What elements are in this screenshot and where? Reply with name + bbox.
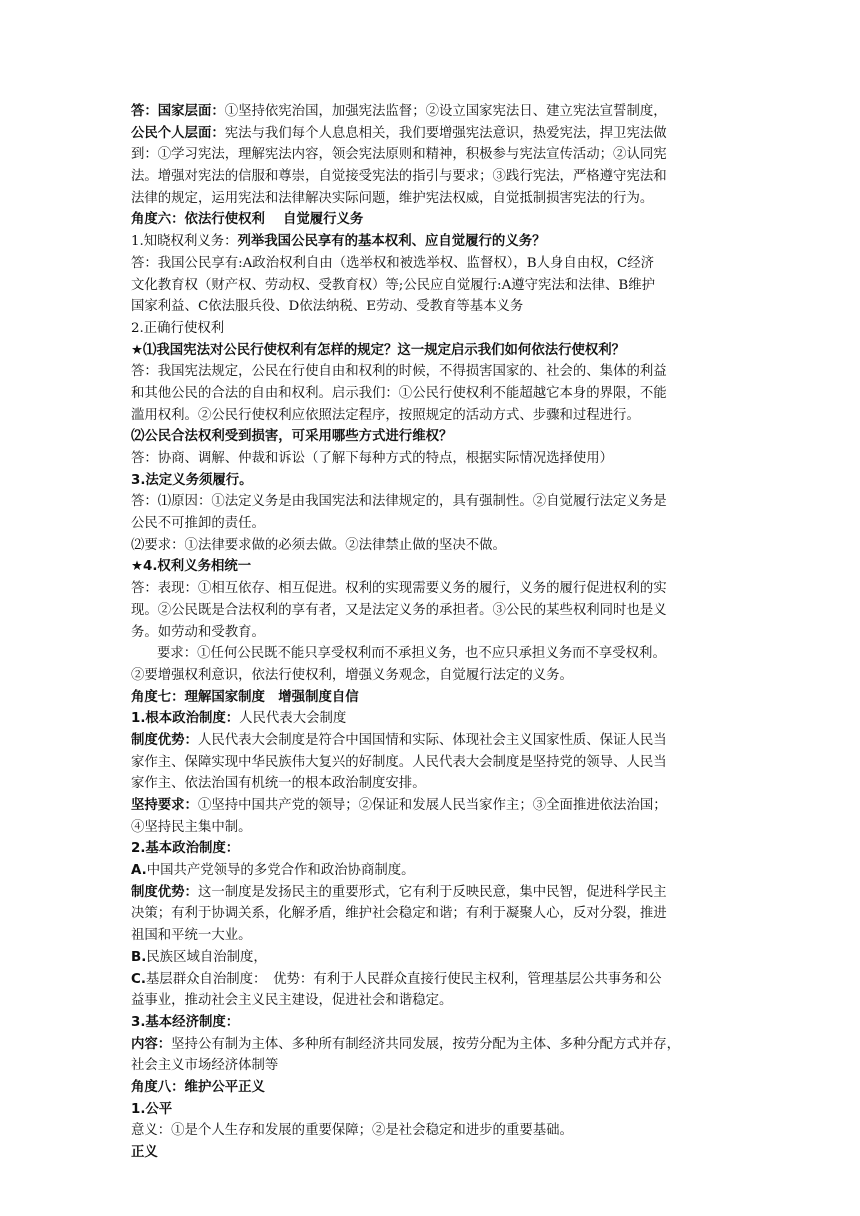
bold-heading: 正义 [131,1145,158,1160]
body-text: 文化教育权（财产权、劳动权、受教育权）等;公民应自觉履行:A遵守宪法和法律、B维护 [131,277,655,293]
text-line [131,578,731,600]
document-page [131,101,731,1164]
body-text: ①坚持中国共产党的领导；②保证和发展人民当家作主；③全面推进依法治国； [197,798,667,813]
bold-heading: ★⑴我国宪法对公民行使权利有怎样的规定？这一规定启示我们如何依法行使权利？ [131,342,626,358]
bold-heading: 2.基本政治制度： [131,841,240,857]
body-text: 答：表现：①相互依存、相互促进。权利的实现需要义务的履行，义务的履行促进权利的实 [131,581,667,597]
body-text: 答：我国宪法规定，公民在行使自由和权利的时候，不得损害国家的、社会的、集体的利益 [131,364,667,380]
body-text: 答：⑴原因：①法定义务是由我国宪法和法律规定的，具有强制性。②自觉履行法定义务是 [131,494,667,510]
body-text: ①坚持依宪治国，加强宪法监督；②设立国家宪法日、建立宪法宣誓制度， [224,104,667,119]
bold-heading: 3.法定义务须履行。 [131,472,253,488]
body-text: 要求：①任何公民既不能只享受权利而不承担义务，也不应只承担义务而不享受权利。 [157,646,666,662]
text-line [131,708,731,730]
text-line [131,275,731,297]
body-text: 国家利益、C依法服兵役、D依法纳税、E劳动、受教育等基本义务 [131,299,524,315]
text-line [131,903,731,925]
body-text: 家作主、保障实现中华民族伟大复兴的好制度。人民代表大会制度是坚持党的领导、人民当 [131,754,667,770]
body-text: 民族区域自治制度， [146,949,267,965]
body-text: 公民不可推卸的责任。 [131,516,265,532]
body-text: 1.知晓权利义务： [131,234,238,250]
text-line [131,838,731,860]
text-line [131,188,731,210]
text-line [131,231,731,253]
text-line [131,600,731,622]
text-line [131,405,731,427]
text-line [131,643,731,665]
bold-heading: 公民个人层面： [131,125,225,141]
text-line [131,687,731,709]
bold-heading: 制度优势： [131,884,198,900]
text-line [131,730,731,752]
text-line [131,947,731,969]
text-line [131,166,731,188]
body-text: 人民代表大会制度是符合中国国情和实际、体现社会主义国家性质、保证人民当 [197,732,667,748]
text-line [131,426,731,448]
text-line [131,296,731,318]
text-line [131,513,731,535]
text-line [131,1142,731,1164]
body-text: 社会主义市场经济体制等 [131,1058,279,1074]
text-line [131,318,731,340]
bold-heading: A. [131,863,147,879]
bold-question: 列举我国公民享有的基本权利、应自觉履行的义务？ [237,234,546,250]
text-line [131,383,731,405]
text-line [131,925,731,947]
bold-heading: ★4.权利义务相统一 [131,559,252,575]
bold-heading: 角度七：理解国家制度 增强制度自信 [131,689,359,705]
bold-heading: 1.公平 [131,1101,173,1117]
text-line [131,1099,731,1121]
body-text: 答：我国公民享有:A政治权利自由（选举权和被选举权、监督权），B人身自由权，C经济 [131,255,655,271]
body-text: 法。增强对宪法的信服和尊崇，自觉接受宪法的指引与要求；③践行宪法，严格遵守宪法和 [131,169,667,185]
text-line [131,969,731,991]
text-line [131,144,731,166]
body-text: 祖国和平统一大业。 [131,928,252,944]
body-text: 答：协商、调解、仲裁和诉讼（了解下每种方式的特点，根据实际情况选择使用） [131,451,614,466]
text-line [131,990,731,1012]
text-line [131,123,731,145]
bold-heading: 角度八：维护公平正义 [131,1079,265,1095]
body-text: 这一制度是发扬民主的重要形式，它有利于反映民意，集中民智，促进科学民主 [197,884,667,900]
bold-heading: 1.根本政治制度： [131,711,240,727]
body-text: 法律的规定，运用宪法和法律解决实际问题，维护宪法权威，自觉抵制损害宪法的行为。 [131,190,654,206]
body-text: 和其他公民的合法的自由和权利。启示我们：①公民行使权利不能超越它本身的界限，不能 [131,385,667,401]
body-text: 滥用权利。②公民行使权利应依照法定程序，按照规定的活动方式、步骤和过程进行。 [131,407,640,423]
bold-heading: ⑵公民合法权利受到损害，可采用哪些方式进行维权？ [131,429,453,445]
text-line [131,795,731,817]
bold-heading: 答：国家层面： [131,104,225,119]
bold-heading: 3.基本经济制度： [131,1014,240,1030]
body-text: 家作主、依法治国有机统一的根本政治制度安排。 [131,776,426,792]
bold-heading: 内容： [131,1036,172,1052]
body-text: 基层群众自治制度： 优势：有利于人民群众直接行使民主权利，管理基层公共事务和公 [145,971,662,987]
text-line [131,1034,731,1056]
text-line [131,448,731,470]
text-line [131,622,731,644]
text-line [131,1055,731,1077]
body-text: ④坚持民主集中制。 [131,819,252,835]
body-text: 人民代表大会制度 [239,711,347,727]
bold-heading: 制度优势： [131,732,198,748]
text-line [131,773,731,795]
text-line [131,253,731,275]
text-line [131,752,731,774]
text-line [131,101,731,123]
text-line [131,209,731,231]
bold-heading: 坚持要求： [131,798,198,813]
body-text: 意义：①是个人生存和发展的重要保障；②是社会稳定和进步的重要基础。 [131,1123,573,1139]
text-line [131,535,731,557]
body-text: 益事业，推动社会主义民主建设，促进社会和谐稳定。 [131,993,453,1009]
text-line [131,1077,731,1099]
body-text: 决策；有利于协调关系，化解矛盾，维护社会稳定和谐；有利于凝聚人心，反对分裂，推进 [131,906,667,922]
text-line [131,817,731,839]
text-line [131,860,731,882]
text-line [131,361,731,383]
text-line [131,556,731,578]
text-line [131,491,731,513]
text-line [131,1120,731,1142]
bold-heading: 角度六：依法行使权利 自觉履行义务 [131,212,364,228]
body-text: 务。如劳动和受教育。 [131,624,265,640]
text-line [131,1012,731,1034]
bold-heading: C. [131,971,146,987]
body-text: 到：①学习宪法，理解宪法内容，领会宪法原则和精神，积极参与宪法宣传活动；②认同宪 [131,147,667,163]
body-text: 宪法与我们每个人息息相关，我们要增强宪法意识，热爱宪法，捍卫宪法做 [224,125,667,141]
body-text: ②要增强权利意识，依法行使权利，增强义务观念，自觉履行法定的义务。 [131,667,573,683]
body-text: 现。②公民既是合法权利的享有者，又是法定义务的承担者。③公民的某些权利同时也是义 [131,602,667,618]
text-line [131,340,731,362]
text-line [131,882,731,904]
body-text: ⑵要求：①法律要求做的必须去做。②法律禁止做的坚决不做。 [131,537,506,553]
body-text: 2.正确行使权利 [131,320,225,336]
body-text: 坚持公有制为主体、多种所有制经济共同发展，按劳分配为主体、多种分配方式并存， [171,1036,681,1052]
text-line [131,665,731,687]
bold-heading: B. [131,949,147,965]
text-line [131,470,731,492]
body-text: 中国共产党领导的多党合作和政治协商制度。 [146,863,415,879]
